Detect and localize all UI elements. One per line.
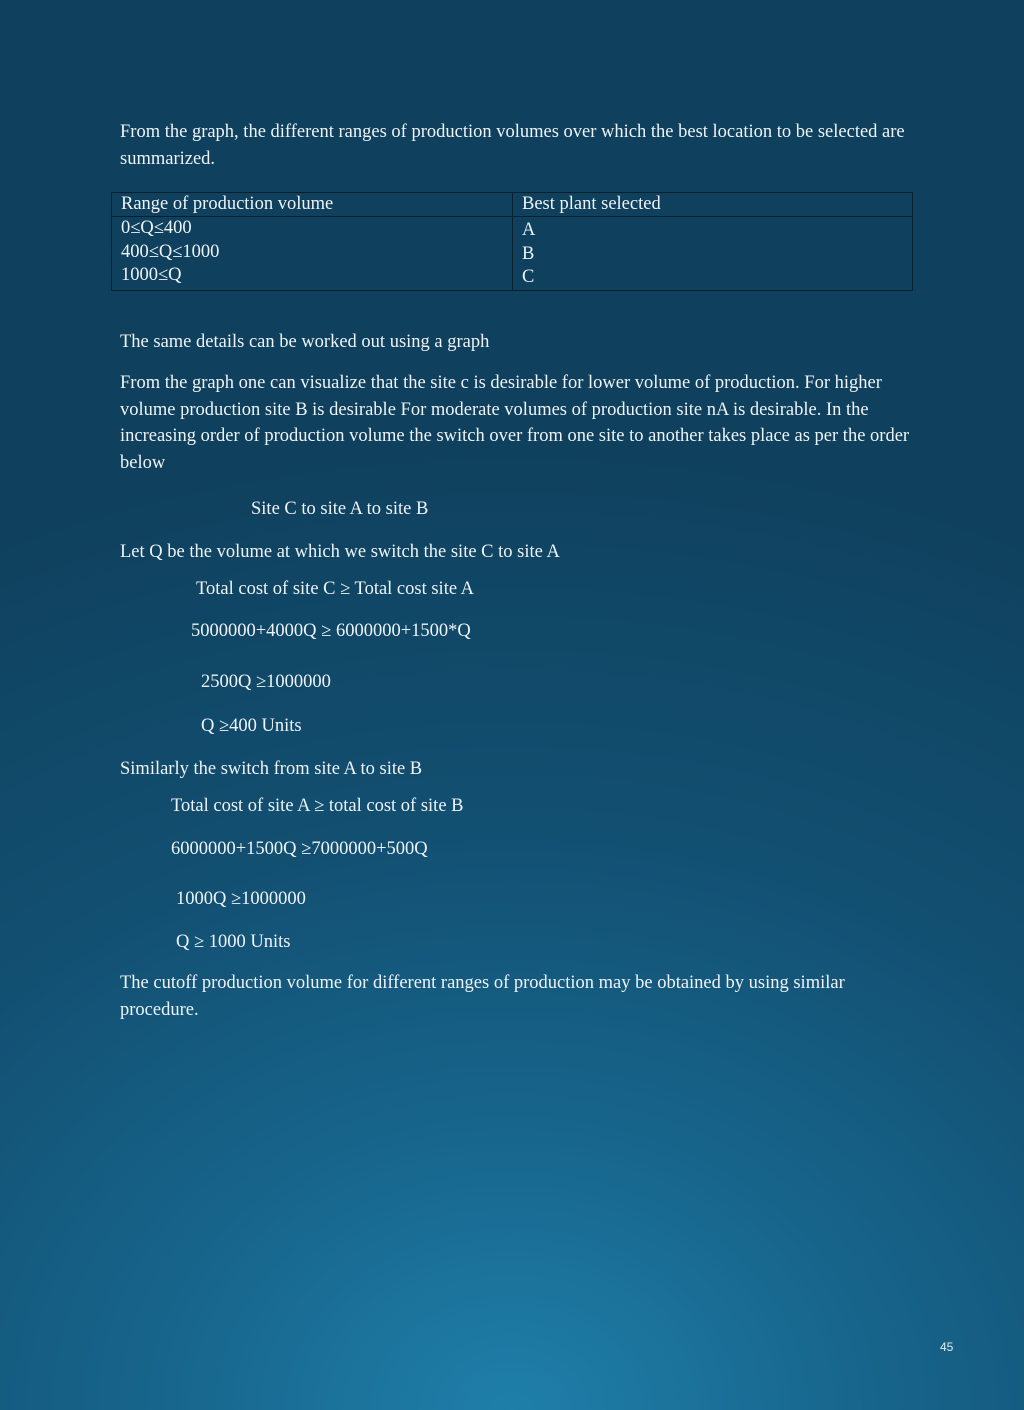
range-value: 0≤Q≤400 [121,218,192,238]
plant-value: A [522,220,536,240]
switch-order: Site C to site A to site B [251,499,429,519]
intro-paragraph: From the graph, the different ranges of production volumes over which the best location to be selected are summarized. [120,122,905,169]
page-number: 45 [940,1340,954,1354]
graph-note: The same details can be worked out using a graph [120,332,490,352]
plant-value: C [522,267,535,287]
plant-value: B [522,243,535,264]
switch-ca-equation-1: Total cost of site C ≥ Total cost site A [196,579,475,599]
production-range-table [111,192,913,291]
switch-ca-equation-3: 2500Q ≥1000000 [201,672,331,692]
range-value: 400≤Q≤1000 [121,241,220,262]
switch-ab-intro: Similarly the switch from site A to site B [120,759,423,779]
table-header-row [112,193,913,217]
switch-ca-intro: Let Q be the volume at which we switch the site C to site A [120,542,560,562]
header-range: Range of production volume [112,193,513,217]
range-value: 1000≤Q [121,265,182,285]
switch-ab-equation-1: Total cost of site A ≥ total cost of site B [171,796,464,816]
switch-ca-equation-2: 5000000+4000Q ≥ 6000000+1500*Q [191,621,471,641]
range-cell [112,217,513,291]
switch-ab-equation-2: 6000000+1500Q ≥7000000+500Q [171,839,428,859]
switch-ab-result: Q ≥ 1000 Units [176,932,291,952]
plant-cell [513,217,913,291]
table-row [112,217,913,291]
visualize-paragraph: From the graph one can visualize that the site c is desirable for lower volume of production. For higher volume production site B is desirable For moderate volumes of production site nA is desirable. In the increasing order of production volume the switch over from one site to another takes place as per the order below [120,373,910,473]
switch-ca-result: Q ≥400 Units [201,716,302,736]
switch-ab-equation-3: 1000Q ≥1000000 [176,889,306,909]
header-plant: Best plant selected [513,193,913,217]
conclusion-paragraph: The cutoff production volume for different ranges of production may be obtained by using similar procedure. [120,973,845,1020]
